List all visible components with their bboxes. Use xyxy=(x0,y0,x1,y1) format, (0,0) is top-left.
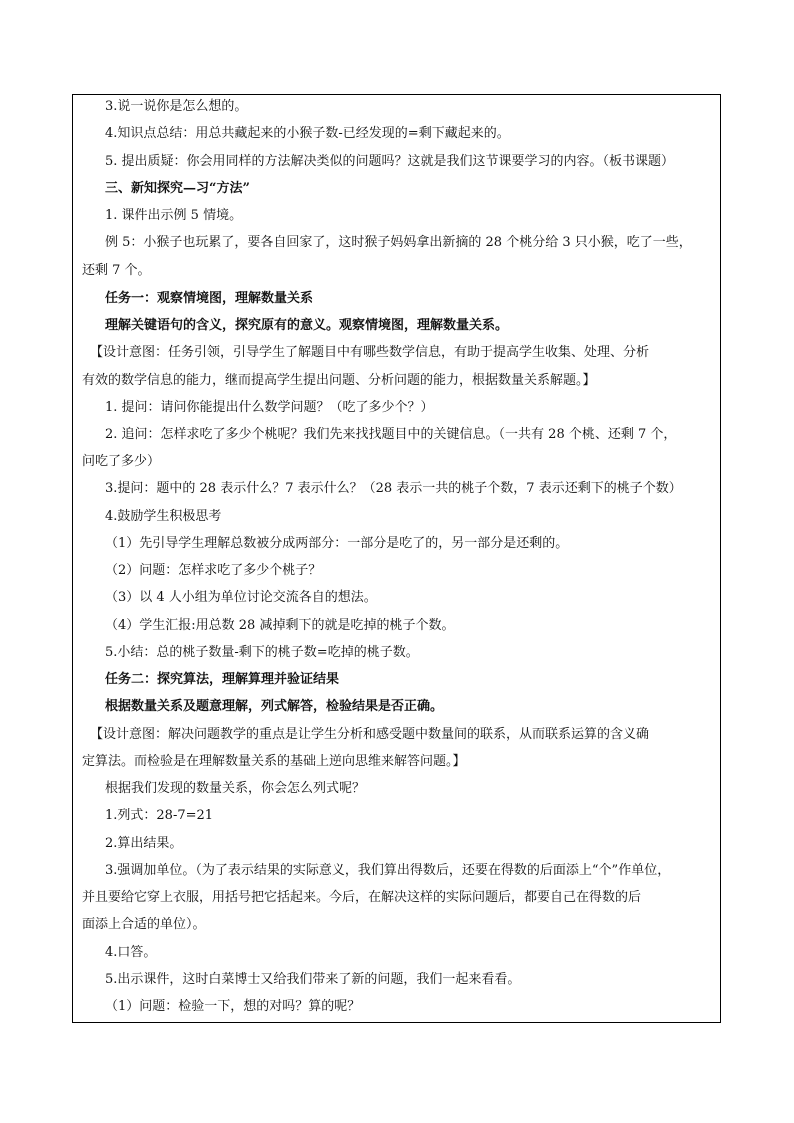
text-line: 2.算出结果。 xyxy=(105,836,183,851)
task-goal: 理解关键语句的含义，探究原有的意义。观察情境图，理解数量关系。 xyxy=(105,318,509,333)
section-heading: 三、新知探究—习“方法” xyxy=(105,181,250,196)
text-line: 3.提问：题中的 28 表示什么？7 表示什么？（28 表示一共的桃子个数，7 表示还剩下的桃子个数） xyxy=(105,481,682,496)
text-line: 4.鼓励学生积极思考 xyxy=(105,509,222,524)
task-goal: 根据数量关系及题意理解，列式解答，检验结果是否正确。 xyxy=(105,699,444,714)
design-intent: 【设计意图：解决问题教学的重点是让学生分析和感受题中数量间的联系，从而联系运算的含义确 xyxy=(90,727,650,742)
text-line: 5.小结：总的桃子数量-剩下的桃子数=吃掉的桃子数。 xyxy=(105,645,419,660)
text-line: 并且要给它穿上衣服，用括号把它括起来。今后，在解决这样的实际问题后，都要自己在得数的后 xyxy=(82,890,642,905)
design-intent: 定算法。而检验是在理解数量关系的基础上逆向思维来解答问题。】 xyxy=(82,754,466,769)
text-line: 3.强调加单位。（为了表示结果的实际意义，我们算出得数后，还要在得数的后面添上“个”作单位， xyxy=(105,863,671,878)
text-line: 3.说一说你是怎么想的。 xyxy=(105,99,248,114)
text-line: （2）问题：怎样求吃了多少个桃子？ xyxy=(105,563,322,578)
task-heading: 任务二：探究算法，理解算理并验证结果 xyxy=(105,672,340,687)
text-line: 还剩 7 个。 xyxy=(82,263,151,278)
text-line: 问吃了多少） xyxy=(82,454,161,469)
text-line: 2. 追问：怎样求吃了多少个桃呢？我们先来找找题目中的关键信息。（一共有 28 个桃、还剩 7 个， xyxy=(105,427,677,442)
text-line: 5. 提出质疑：你会用同样的方法解决类似的问题吗？这就是我们这节课要学习的内容。（板书课题） xyxy=(105,154,675,169)
design-intent: 有效的数学信息的能力，继而提高学生提出问题、分析问题的能力，根据数量关系解题。】 xyxy=(82,373,596,388)
text-line: （1）先引导学生理解总数被分成两部分：一部分是吃了的，另一部分是还剩的。 xyxy=(105,536,569,551)
text-line: （1）问题：检验一下，想的对吗？算的呢？ xyxy=(105,999,361,1014)
text-line: 5.出示课件，这时白菜博士又给我们带来了新的问题，我们一起来看看。 xyxy=(105,972,521,987)
text-line: （4）学生汇报:用总数 28 减掉剩下的就是吃掉的桃子个数。 xyxy=(105,618,455,633)
text-line: （3）以 4 人小组为单位讨论交流各自的想法。 xyxy=(105,590,377,605)
text-line: 面添上合适的单位）。 xyxy=(82,917,206,932)
text-line: 1.列式：28-7=21 xyxy=(105,808,214,823)
text-line: 根据我们发现的数量关系，你会怎么列式呢？ xyxy=(105,781,366,796)
text-line: 1. 课件出示例 5 情境。 xyxy=(105,208,243,223)
design-intent: 【设计意图：任务引领，引导学生了解题目中有哪些数学信息，有助于提高学生收集、处理、分析 xyxy=(90,345,650,360)
text-line: 4.知识点总结：用总共藏起来的小猴子数-已经发现的=剩下藏起来的。 xyxy=(105,126,510,141)
text-line: 4.口答。 xyxy=(105,945,157,960)
text-line: 1. 提问：请问你能提出什么数学问题？（吃了多少个？） xyxy=(105,400,434,415)
text-line: 例 5：小猴子也玩累了，要各自回家了，这时猴子妈妈拿出新摘的 28 个桃分给 3 只小猴，吃了一些， xyxy=(105,235,692,250)
task-heading: 任务一：观察情境图，理解数量关系 xyxy=(105,291,314,306)
